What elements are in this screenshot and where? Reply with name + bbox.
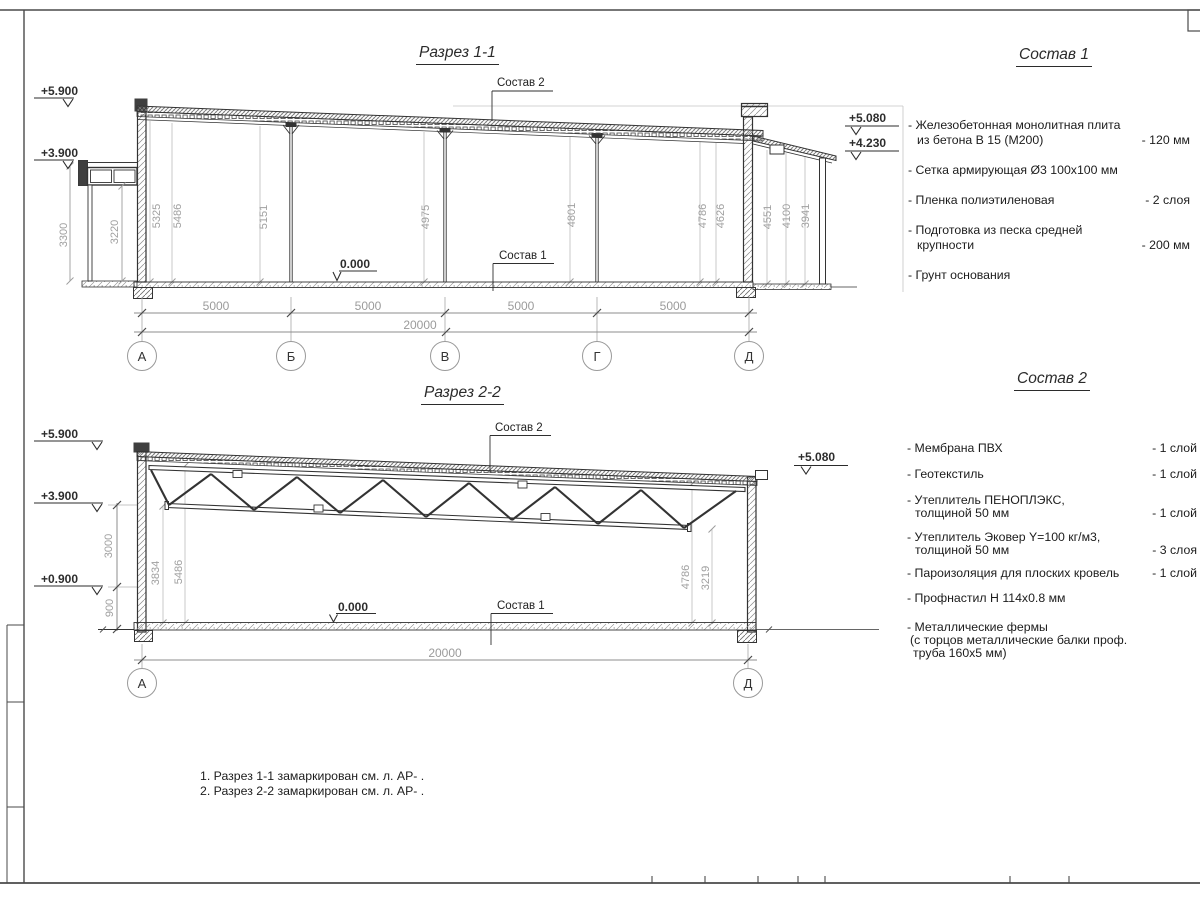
comp2-item-3b: толщиной 50 мм <box>915 506 1010 520</box>
axis-bubble-g: Г <box>582 341 612 371</box>
interior-columns <box>283 123 605 282</box>
sostav-1-callout: Состав 1 <box>499 250 547 262</box>
section-2-2-title: Разрез 2-2 <box>421 384 504 405</box>
axis-bubble-v: В <box>430 341 460 371</box>
dim-4786-2: 4786 <box>680 564 692 590</box>
dim-900: 900 <box>104 598 116 618</box>
dim-4551: 4551 <box>762 204 774 230</box>
axis-bubble-a-2: А <box>127 668 157 698</box>
comp2-item-6: - Профнастил Н 114х0.8 мм <box>907 591 1066 605</box>
composition-1-title: Состав 1 <box>1016 46 1092 67</box>
total-dim: 20000 <box>403 318 437 332</box>
comp1-item-2: - Сетка армирующая Ø3 100х100 мм <box>908 163 1118 177</box>
total-dim-2: 20000 <box>428 646 462 660</box>
dim-4801: 4801 <box>566 202 578 228</box>
wall-axis-a-2 <box>138 452 147 632</box>
elevation-3900: +3.900 <box>40 146 78 160</box>
axis-bubble-d: Д <box>734 341 764 371</box>
floor-slab-1-1 <box>134 282 753 288</box>
dim-4100: 4100 <box>781 203 793 229</box>
elevation-0900-2: +0.900 <box>40 572 78 586</box>
note-2: 2. Разрез 2-2 замаркирован см. л. АР- . <box>200 784 425 798</box>
comp2-value-5: - 1 слой <box>1152 566 1197 580</box>
dim-5486: 5486 <box>172 203 184 229</box>
comp1-item-1b: из бетона В 15 (М200) <box>917 133 1044 147</box>
span-dim: 5000 <box>659 299 687 313</box>
span-dim: 5000 <box>354 299 382 313</box>
dim-5486-2: 5486 <box>173 559 185 585</box>
witness-lines-2-2 <box>163 466 712 623</box>
zero-level-label-2: 0.000 <box>338 600 369 614</box>
elevation-5900: +5.900 <box>40 84 78 98</box>
comp2-item-4b: толщиной 50 мм <box>915 543 1010 557</box>
sostav-1-callout-2: Состав 1 <box>497 600 545 612</box>
comp1-item-1: - Железобетонная монолитная плита <box>908 118 1121 132</box>
dim-3834: 3834 <box>150 560 162 586</box>
comp2-item-1: - Мембрана ПВХ <box>907 441 1003 455</box>
comp2-item-4: - Утеплитель Эковер Y=100 кг/м3, <box>907 530 1101 544</box>
comp1-item-3: - Пленка полиэтиленовая <box>908 193 1055 207</box>
roof-1-1 <box>137 106 763 144</box>
parapet-left-2 <box>134 443 150 453</box>
axis-bubble-b: Б <box>276 341 306 371</box>
left-annex <box>67 161 138 288</box>
comp2-value-3: - 1 слой <box>1152 506 1197 520</box>
zero-level-label: 0.000 <box>340 257 371 271</box>
elevation-5080-2: +5.080 <box>798 450 836 464</box>
comp2-value-2: - 1 слой <box>1152 467 1197 481</box>
parapet-right <box>742 104 768 117</box>
comp2-value-1: - 1 слой <box>1152 441 1197 455</box>
elevation-5900-2: +5.900 <box>40 427 78 441</box>
dim-5325: 5325 <box>151 203 163 229</box>
wall-axis-d-2 <box>748 477 757 632</box>
dim-4626: 4626 <box>715 203 727 229</box>
dim-3300: 3300 <box>58 222 70 248</box>
sostav-2-callout-2: Состав 2 <box>495 422 543 434</box>
sostav-2-callout: Состав 2 <box>497 77 545 89</box>
composition-2-title: Состав 2 <box>1014 370 1090 391</box>
comp1-value-3: - 2 слоя <box>1145 193 1190 207</box>
comp2-item-7c: труба 160х5 мм) <box>913 646 1007 660</box>
dim-3220: 3220 <box>109 219 121 245</box>
dim-3219: 3219 <box>700 565 712 591</box>
comp2-item-2: - Геотекстиль <box>907 467 984 481</box>
span-dim: 5000 <box>202 299 230 313</box>
comp2-item-5: - Пароизоляция для плоских кровель <box>907 566 1120 580</box>
comp1-value-4: - 200 мм <box>1141 238 1190 252</box>
comp2-item-3: - Утеплитель ПЕНОПЛЭКС, <box>907 493 1065 507</box>
axis-bubble-d-2: Д <box>733 668 763 698</box>
floor-slab-2-2 <box>134 623 756 631</box>
comp1-item-4b: крупности <box>917 238 975 252</box>
dim-4786: 4786 <box>697 203 709 229</box>
elevation-4230: +4.230 <box>849 136 887 150</box>
comp1-item-5: - Грунт основания <box>908 268 1011 282</box>
comp2-item-7b: (с торцов металлические балки проф. <box>910 633 1128 647</box>
comp1-value-1: - 120 мм <box>1141 133 1190 147</box>
dim-5151: 5151 <box>258 204 270 230</box>
comp2-value-4: - 3 слоя <box>1152 543 1197 557</box>
wall-axis-d <box>744 117 753 282</box>
dim-3000: 3000 <box>103 533 115 559</box>
wall-axis-a <box>138 111 147 282</box>
dim-3941: 3941 <box>800 203 812 229</box>
elevation-5080: +5.080 <box>849 111 887 125</box>
comp2-item-7: - Металлические фермы <box>907 620 1048 634</box>
axis-bubble-a: А <box>127 341 157 371</box>
elevation-3900-2: +3.900 <box>40 489 78 503</box>
dim-4975: 4975 <box>420 204 432 230</box>
span-dim: 5000 <box>507 299 535 313</box>
comp1-item-4: - Подготовка из песка средней <box>908 223 1083 237</box>
note-1: 1. Разрез 1-1 замаркирован см. л. АР- . <box>200 769 425 783</box>
section-2-2-linework <box>34 436 879 669</box>
section-1-1-title: Разрез 1-1 <box>416 44 499 65</box>
witness-lines <box>150 121 805 284</box>
titleblock-ticks <box>652 876 1069 883</box>
